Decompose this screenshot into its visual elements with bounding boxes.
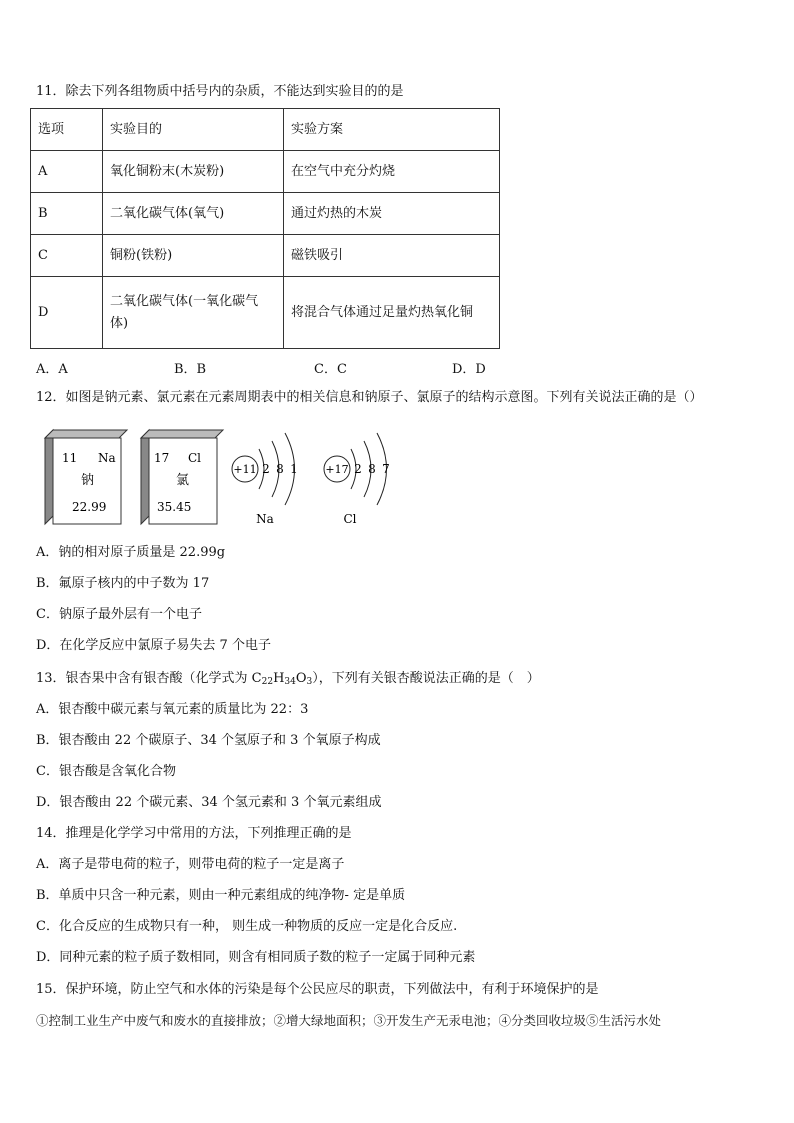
row-plan: 在空气中充分灼烧 bbox=[284, 151, 500, 193]
cl-cell-top bbox=[141, 430, 223, 438]
cl-element-cell bbox=[141, 430, 223, 524]
na-cell-top bbox=[45, 430, 127, 438]
na-element-cell bbox=[45, 430, 127, 524]
row-option: C bbox=[31, 235, 103, 277]
na-nucleus-charge: +11 bbox=[233, 463, 257, 476]
header-purpose: 实验目的 bbox=[103, 109, 284, 151]
choice-a: A．A bbox=[36, 362, 68, 377]
row-purpose bbox=[103, 277, 284, 349]
na-cell-side bbox=[45, 430, 53, 524]
table-row bbox=[31, 235, 500, 277]
na-shell-1: 2 bbox=[262, 462, 270, 476]
row-purpose-line2: 体) bbox=[110, 315, 129, 331]
q13-option-a: A．银杏酸中碳元素与氧元素的质量比为 22：3 bbox=[36, 702, 309, 717]
q14-option-a: A．离子是带电荷的粒子，则带电荷的粒子一定是离子 bbox=[36, 857, 345, 872]
cl-number: 17 bbox=[154, 451, 170, 465]
table-row bbox=[31, 277, 500, 349]
q13-option-b: B．银杏酸由 22 个碳原子、34 个氢原子和 3 个氧原子构成 bbox=[36, 733, 381, 748]
q13-h: H bbox=[273, 671, 285, 686]
q13-option-c: C．银杏酸是含氧化合物 bbox=[36, 764, 176, 779]
row-purpose: 二氧化碳气体(氧气) bbox=[103, 193, 284, 235]
table-header-row bbox=[31, 109, 500, 151]
na-name: 钠 bbox=[81, 473, 95, 488]
q11-table bbox=[30, 108, 500, 349]
choice-b: B．B bbox=[174, 362, 207, 377]
row-purpose: 氧化铜粉末(木炭粉) bbox=[103, 151, 284, 193]
cl-atom-label: Cl bbox=[343, 512, 357, 526]
cl-shell-1: 2 bbox=[354, 462, 362, 476]
q13-stem bbox=[36, 670, 540, 691]
q13-sub-c: 22 bbox=[261, 677, 274, 687]
q15-items: ①控制工业生产中废气和废水的直接排放；②增大绿地面积；③开发生产无汞电池；④分类回收垃圾⑤生活污水处 bbox=[36, 1013, 662, 1028]
header-plan: 实验方案 bbox=[284, 109, 500, 151]
choice-d: D．D bbox=[452, 362, 486, 377]
q12-option-b: B．氟原子核内的中子数为 17 bbox=[36, 576, 210, 591]
cl-cell-side bbox=[141, 430, 149, 524]
table-row bbox=[31, 151, 500, 193]
cl-shell-3: 7 bbox=[382, 462, 390, 476]
na-mass: 22.99 bbox=[72, 500, 107, 514]
q14-option-b: B．单质中只含一种元素，则由一种元素组成的纯净物- 定是单质 bbox=[36, 888, 406, 903]
q15-stem: 15．保护环境，防止空气和水体的污染是每个公民应尽的职责，下列做法中，有利于环境保护的是 bbox=[36, 982, 599, 997]
q12-option-a: A．钠的相对原子质量是 22.99g bbox=[36, 545, 226, 560]
choice-c: C．C bbox=[314, 362, 347, 377]
row-plan: 通过灼热的木炭 bbox=[284, 193, 500, 235]
q11-stem: 11．除去下列各组物质中括号内的杂质，不能达到实验目的的是 bbox=[36, 84, 404, 99]
cl-atom-diagram bbox=[324, 433, 390, 526]
q13-sub-o: 3 bbox=[306, 677, 313, 687]
q12-option-c: C．钠原子最外层有一个电子 bbox=[36, 607, 202, 622]
row-option: D bbox=[31, 277, 103, 349]
q13-o: O bbox=[295, 671, 307, 686]
q13-stem-post: ），下列有关银杏酸说法正确的是（ ） bbox=[312, 671, 540, 686]
row-purpose: 铜粉(铁粉) bbox=[103, 235, 284, 277]
na-shell-3: 1 bbox=[290, 462, 298, 476]
q13-sub-h: 34 bbox=[284, 677, 296, 687]
q14-option-c: C．化合反应的生成物只有一种， 则生成一种物质的反应一定是化合反应. bbox=[36, 919, 458, 934]
row-option: B bbox=[31, 193, 103, 235]
cl-nucleus-charge: +17 bbox=[325, 463, 349, 476]
table-row bbox=[31, 193, 500, 235]
row-purpose-line1: 二氧化碳气体(一氧化碳气 bbox=[110, 293, 259, 309]
cl-symbol: Cl bbox=[188, 451, 202, 465]
q11-choices bbox=[36, 358, 556, 376]
row-option: A bbox=[31, 151, 103, 193]
q12-stem: 12．如图是钠元素、氯元素在元素周期表中的相关信息和钠原子、氯原子的结构示意图。下列有关说法正确的是（） bbox=[36, 390, 703, 405]
na-shell-2: 8 bbox=[276, 462, 284, 476]
na-symbol: Na bbox=[98, 451, 116, 465]
cl-name: 氯 bbox=[176, 473, 190, 488]
q12-figure bbox=[40, 420, 400, 532]
row-plan: 磁铁吸引 bbox=[284, 235, 500, 277]
header-option: 选项 bbox=[31, 109, 103, 151]
cl-shell-2: 8 bbox=[368, 462, 376, 476]
cl-mass: 35.45 bbox=[157, 500, 192, 514]
row-plan: 将混合气体通过足量灼热氧化铜 bbox=[284, 277, 500, 349]
na-number: 11 bbox=[62, 451, 78, 465]
na-atom-label: Na bbox=[256, 512, 274, 526]
na-atom-diagram bbox=[232, 433, 298, 526]
q13-option-d: D．银杏酸由 22 个碳元素、34 个氢元素和 3 个氧元素组成 bbox=[36, 795, 382, 810]
q12-option-d: D．在化学反应中氯原子易失去 7 个电子 bbox=[36, 638, 271, 653]
q13-stem-pre: 13．银杏果中含有银杏酸（化学式为 C bbox=[36, 671, 262, 686]
q14-stem: 14．推理是化学学习中常用的方法，下列推理正确的是 bbox=[36, 826, 352, 841]
q14-option-d: D．同种元素的粒子质子数相同，则含有相同质子数的粒子一定属于同种元素 bbox=[36, 950, 476, 965]
